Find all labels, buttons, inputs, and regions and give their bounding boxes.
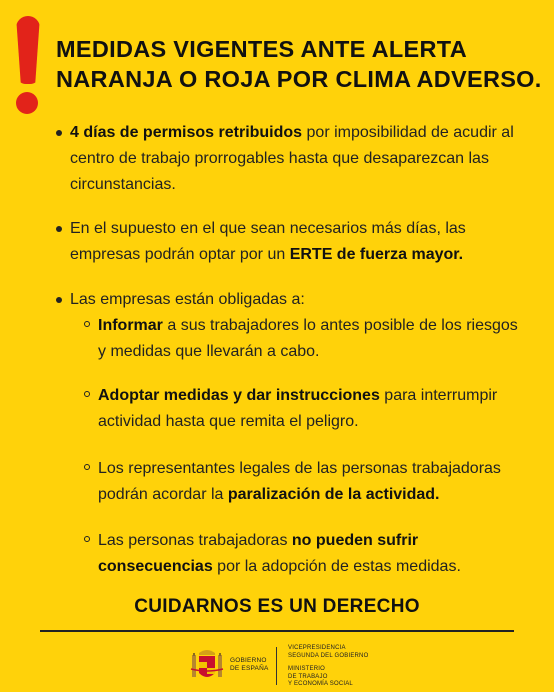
sub-bold: Informar: [98, 317, 163, 334]
ministry-line-4: DE TRABAJO: [288, 673, 328, 680]
gov-label: [230, 657, 269, 673]
ministry-label: [288, 645, 368, 689]
exclamation-dot: [16, 92, 38, 114]
sub-item-informar: [98, 313, 528, 365]
sub-text: por la adopción de estas medidas.: [212, 558, 461, 575]
ministry-line-2: SEGUNDA DEL GOBIERNO: [288, 652, 369, 659]
alert-icon: [14, 16, 42, 114]
sub-text: Los representantes legales de las personas trabajadoras podrán acordar la: [98, 460, 501, 503]
coat-of-arms-icon: [190, 647, 224, 683]
exclamation-bar: [16, 16, 40, 84]
bullet-text: En el supuesto en el que sean necesarios más días, las empresas podrán optar por un: [70, 220, 466, 263]
title-line-2: NARANJA O ROJA POR CLIMA ADVERSO.: [56, 66, 542, 92]
sub-item-adoptar: [98, 383, 528, 435]
sub-item-representantes: [98, 456, 528, 508]
bullet-text: Las empresas están obligadas a:: [70, 291, 305, 308]
sub-bold: Adoptar medidas y dar instrucciones: [98, 387, 380, 404]
bullet-item-erte: [70, 216, 530, 268]
logo-divider: [276, 647, 277, 685]
ministry-line-1: VICEPRESIDENCIA: [288, 645, 346, 651]
bullet-text: por imposibilidad de acudir al centro de trabajo prorrogables hasta que desaparezcan las circunstancias.: [70, 124, 514, 193]
bullet-bold: ERTE de fuerza mayor.: [289, 246, 464, 263]
sub-text: Las personas trabajadoras: [98, 532, 292, 549]
sub-bold: paralización de la actividad.: [227, 486, 440, 503]
ministry-line-3: MINISTERIO: [288, 666, 326, 672]
government-logo: [190, 645, 390, 687]
title-line-1: MEDIDAS VIGENTES ANTE ALERTA: [56, 36, 467, 62]
gov-line-1: GOBIERNO: [230, 657, 267, 664]
bullet-item-permisos: [70, 120, 530, 198]
footer-divider: [40, 630, 514, 632]
ministry-line-5: Y ECONOMÍA SOCIAL: [288, 681, 353, 687]
slogan: CUIDARNOS ES UN DERECHO: [134, 596, 420, 617]
bullet-item-obligaciones: [70, 287, 530, 313]
gov-line-2: DE ESPAÑA: [230, 665, 269, 672]
sub-text: para interrumpir actividad hasta que remita el peligro.: [98, 387, 498, 430]
sub-text: a sus trabajadores lo antes posible de los riesgos y medidas que llevarán a cabo.: [98, 317, 518, 360]
bullet-bold: 4 días de permisos retribuidos: [70, 124, 303, 141]
page-title: [56, 34, 542, 94]
sub-bold: no pueden sufrir consecuencias: [98, 532, 419, 575]
sub-item-consecuencias: [98, 528, 528, 580]
